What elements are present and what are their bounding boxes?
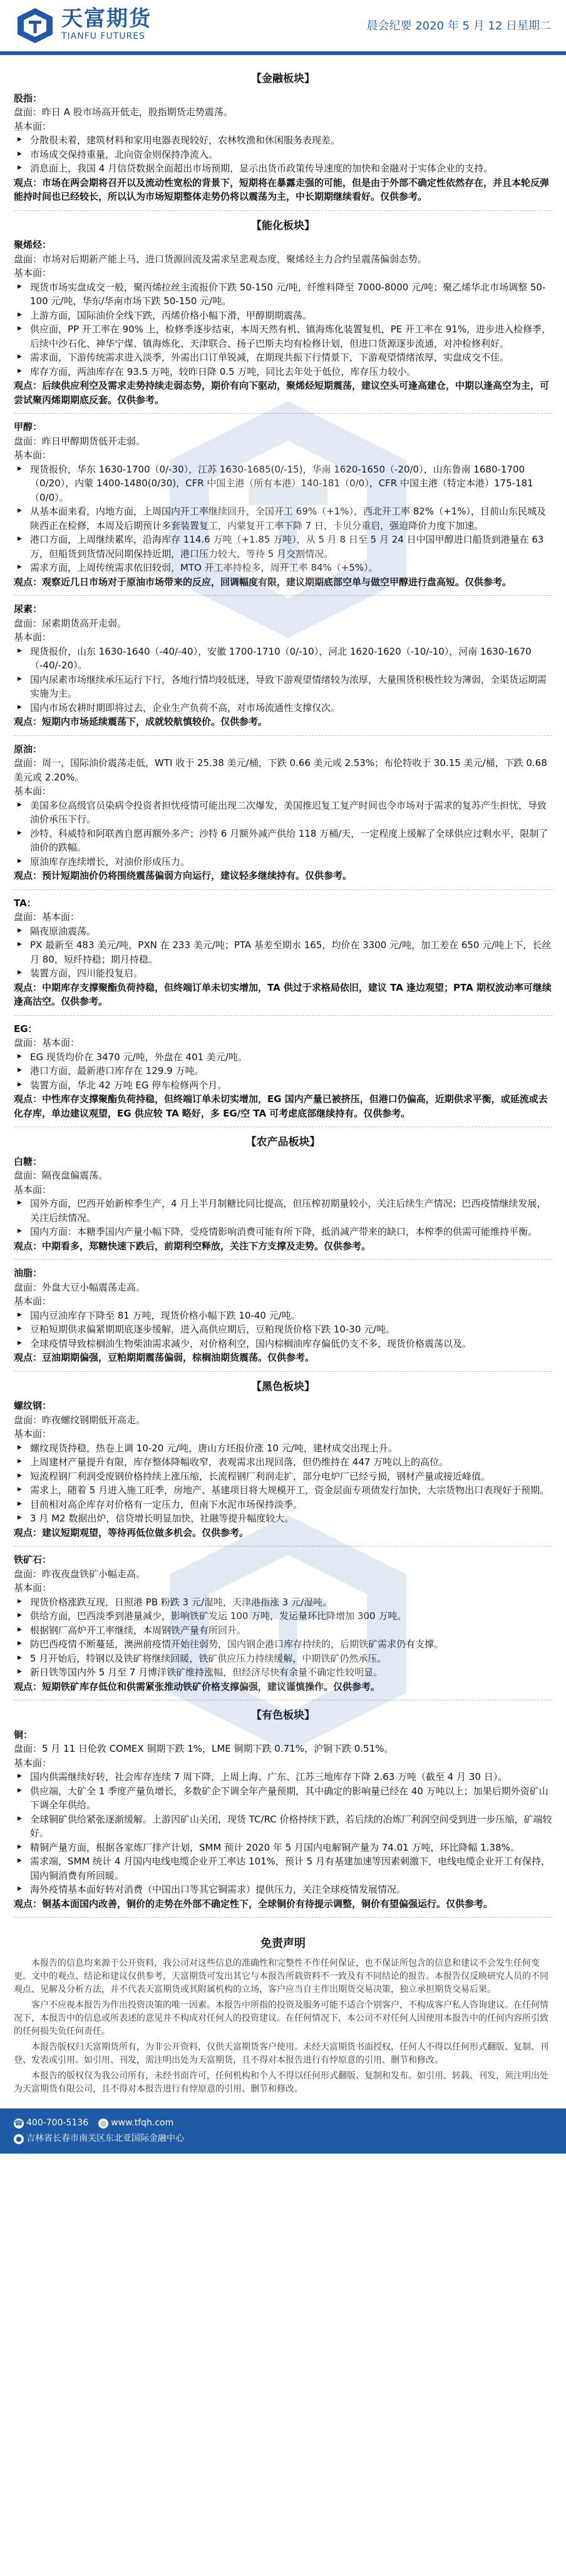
disclaimer-paragraph: 本报告的版权仅为我公司所有，未经书面许可，任何机构和个人不得以任何形式翻版、复制和发布。如引用、转载、刊发，须注明出处为天富期货有限公司，且不得对本报告进行有悖原意的引用、删节和修改。 (14, 2071, 548, 2094)
fundamentals-list (14, 133, 552, 176)
list-item: ▶ 港口方面，最新港口库存在 129.9 万吨。 (14, 1064, 552, 1078)
list-item: ▶ 豆粕短期供求偏紧期期底逐步缓解，进入高供应期后，豆粕现货价格下跌 10-30 元/吨。 (14, 1322, 552, 1337)
list-item: ▶ 装置方面，华北 42 万吨 EG 停车检修两个月。 (14, 1078, 552, 1093)
commodity-block (14, 896, 552, 1009)
summary-line: 盘面：周一，国际油价震荡走低，WTI 收于 25.38 美元/桶，下跌 0.66 美元或 2.53%；布伦特收于 30.15 美元/桶，下跌 0.68 美元或 2.20%。 (14, 757, 547, 783)
viewpoint: 观点：铜基本面国内改善，铜价的走势在外部不确定性下，全球铜价有待提示调整，铜价有望偏强运行。仅供参考。 (14, 1898, 493, 1909)
list-item: ▶ 海外疫情基本面好转对消费（中国出口等其它铜需求）提供压力，关注全球疫情发展情况。 (14, 1883, 552, 1897)
report-body (0, 55, 566, 1918)
summary-line: 基本面： (14, 1582, 52, 1593)
summary-line: 基本面： (14, 1296, 52, 1307)
summary-line: 基本面： (14, 1183, 52, 1195)
viewpoint: 观点：中期库存支撑聚酯负荷持稳，但终端订单未切实增加，TA 供过于求格局依旧，建议 TA 逢边观望；PTA 期权波动率可继续逢高沽空。仅供参考。 (14, 981, 552, 1007)
list-item: ▶ 需求面，下游传统需求进入淡季，外需出口订单锐减，在期现共振下行情景下，下游观望情绪浓厚，实盘成交不佳。 (14, 350, 552, 365)
section-title: 【有色板块】 (251, 1709, 315, 1722)
logo-english-name: TIANFU FUTURES (61, 31, 146, 42)
list-item: ▶ 现货价格涨跌互现，日照港 PB 粉跌 3 元/湿吨，天津港指涨 3 元/湿吨。 (14, 1595, 552, 1610)
viewpoint: 观点：中性库存支撑聚酯负荷持稳，但终端订单未切实增加，EG 国内产量已被挤压，但港口仍偏高，近期供求平衡，或延流或去化存库，单边建议观望，EG 供应较 TA 略好，多 EG/空 TA 可考虑底部继续持有。仅供参考。 (14, 1093, 548, 1119)
list-item: ▶ 现货报价，山东 1630-1640（-40/-40），安徽 1700-1710（0/-10），河北 1620-1620（-10/-10），河南 1630-1670（-40/-20）。 (14, 645, 552, 673)
list-item: ▶ 3 月 M2 数据出炉，信贷增长明显加快，社融等提升幅度较大。 (14, 1511, 552, 1526)
list-item: ▶ 螺纹现货持稳，热卷上调 10-20 元/吨，唐山方坯报价涨 10 元/吨，建材成交出现上升。 (14, 1441, 552, 1456)
fundamentals-list (14, 1309, 552, 1351)
commodity-name: 甲醇： (14, 421, 43, 432)
fundamentals-list (14, 1050, 552, 1093)
list-item: ▶ 市场成交保持重量，北向资金则保持净流入。 (14, 148, 552, 162)
commodity-block (14, 1266, 552, 1365)
summary-line: 基本面： (14, 267, 52, 279)
summary-line: 盘面：外盘大豆小幅震荡走高。 (14, 1281, 146, 1293)
divider (14, 1371, 552, 1372)
commodity-name: 铁矿石： (14, 1554, 52, 1565)
viewpoint: 观点：预计短期油价仍将围绕震荡偏弱方向运行，建议轻多继续持有。仅供参考。 (14, 870, 352, 881)
footer-website[interactable]: ◎ www.tfqh.com (98, 2117, 173, 2130)
viewpoint: 观点：观察近几日市场对于原油市场带来的反应，回调幅度有限，建议期期底部空单与做空甲醇进行盘高短。仅供参考。 (14, 576, 512, 588)
commodity-name: 原油： (14, 743, 43, 755)
summary-line: 基本面： (14, 120, 52, 132)
viewpoint: 观点：建议短期观望，等待再低位做多机会。仅供参考。 (14, 1526, 249, 1538)
list-item: ▶ 需求上，随着 5 月进入施工旺季，房地产、基建项目将大规模开工，资金层面专项债发行加快，大宗货物出口表现好于预期。 (14, 1483, 552, 1498)
report-header (0, 0, 566, 55)
summary-line: 盘面：尿素期货高开走弱。 (14, 617, 127, 629)
list-item: ▶ 目前相对高企库存对价格有一定压力，但南下水泥市场保持淡季。 (14, 1498, 552, 1512)
disclaimer-title: 免责声明 (260, 1937, 306, 1950)
commodity-block (14, 420, 552, 589)
disclaimer-paragraph: 本报告的信息均来源于公开资料，我公司对这些信息的准确性和完整性不作任何保证，也不保证所包含的信息和建议不会发生任何变更。文中的观点、结论和建议仅供参考，天富期货可发出其它与本报告所载资料不一致及有不同结论的报告。本报告仅反映研究人员的不同观点、见解及分析方法，并不代表天富期货或其附属机构的立场，客户应当自主作出期货交易决策，独立承担期货交易后果。 (14, 1958, 548, 1995)
report-footer (0, 2108, 566, 2154)
commodity-name: 铜： (14, 1729, 33, 1740)
divider (14, 1917, 552, 1918)
divider (14, 735, 552, 736)
fundamentals-list (14, 1441, 552, 1526)
fundamentals-list (14, 799, 552, 869)
summary-line: 盘面：昨夜夜盘铁矿小幅走高。 (14, 1568, 146, 1580)
commodity-name: 油脂： (14, 1267, 43, 1279)
list-item: ▶ 美国多位高级官员染病令投资者担忧疫情可能出现二次爆发，美国推迟复工复产时间也令市场对于需求的复苏产生担忧，导致油价承压下行。 (14, 799, 552, 827)
summary-line: 基本面： (14, 785, 52, 797)
section-title: 【金融板块】 (251, 73, 315, 85)
summary-line: 基本面： (14, 631, 52, 643)
list-item: ▶ 供应端，大矿全 1 季度产量负增长，多数矿企下调全年产量预期，其中确定的影响量已经在 40 万吨以上；加果后期外资矿山下调全年供给。 (14, 1784, 552, 1812)
commodity-block (14, 91, 552, 204)
list-item: ▶ 国内方面：本糖季国内产量小幅下降，受疫情影响消费可能有所下降，抵消减产带来的缺口，本榨季的供需可能维持平衡。 (14, 1225, 552, 1239)
list-item: ▶ 需求方面，上周传统需求依旧较弱，MTO 开工率持检多，周开工率 84%（+5%）。 (14, 561, 552, 575)
divider (14, 1015, 552, 1016)
commodity-name: 股指： (14, 92, 43, 104)
company-logo (15, 6, 152, 46)
list-item: ▶ 需求端，SMM 统计 4 月国内电线电缆企业开工率达 101%，预计 5 月有基建加速等因素刺激下，电线电缆企业开工有保持，国内铜消费有所回暖。 (14, 1854, 552, 1883)
list-item: ▶ 国内市场农耕时期即将过去，企业生产负荷不高，对市场流通性支撑仅次。 (14, 701, 552, 715)
fundamentals-list (14, 924, 552, 981)
commodity-name: 螺纹钢： (14, 1400, 52, 1411)
list-item: ▶ 库存方面，两油库存在 93.5 万吨，较昨日降 0.5 万吨，同比去年处于低位，库存压力较小。 (14, 365, 552, 379)
phone-icon: ☎ (14, 2119, 23, 2127)
summary-line: 盘面：基本面： (14, 911, 80, 923)
disclaimer (0, 1929, 566, 2108)
commodity-name: EG： (14, 1023, 38, 1035)
list-item: ▶ 供应面，PP 开工率在 90% 上，检修季逐步结束，本周天然有机、镇海炼化装置复机，PE 开工率在 91%，进步进入检修季，后续中沙石化、神华宁煤、镇海炼化、天津联合、扬子巴斯夫均有检修计划，但进口货源逐步流通，对冲检修利好。 (14, 322, 552, 350)
list-item: ▶ 上游方面，国际油价全线下跌，丙烯价格小幅下滑，甲醇期期震荡。 (14, 309, 552, 323)
list-item: ▶ 现货市场实盘成交一般，聚丙烯拉丝主流报价下跌 50-150 元/吨，纤维料降至 7000-8000 元/吨；聚乙烯华北市场调整 50-100 元/吨，华东/华南市场下跌 50-150 元/吨。 (14, 280, 552, 309)
fundamentals-list (14, 1595, 552, 1680)
viewpoint: 观点：后续供应利空及需求走势持续走弱态势，期价有向下驱动，聚烯烃短期震荡，建议空头可逢高建仓，中期以逢高空为主，可尝试聚丙烯期期底反套。仅供参考。 (14, 380, 550, 406)
commodity-name: TA： (14, 897, 36, 909)
list-item: ▶ 隔夜原油震荡。 (14, 924, 552, 939)
list-item: ▶ 原油库存连续增长，对油价形成压力。 (14, 855, 552, 869)
logo-emblem-icon (15, 6, 55, 46)
viewpoint: 观点：短期内市场延续震荡下，成就较航慎较价。仅供参考。 (14, 716, 268, 727)
viewpoint: 观点：豆油期期偏强，豆粕期期震荡偏弱，棕榈油期货震荡。仅供参考。 (14, 1352, 315, 1363)
location-pin-icon: ● (14, 2134, 24, 2144)
footer-phone: ☎ 400-700-5136 (14, 2118, 89, 2128)
list-item: ▶ 国内豆油库存下降至 81 万吨，现货价格小幅下跌 10-40 元/吨。 (14, 1309, 552, 1323)
divider (14, 210, 552, 211)
list-item: ▶ 新日铁等国内外 5 月至 7 月博洋铁矿维持涨幅，但经济尽快有余量不确定性较明显。 (14, 1665, 552, 1680)
fundamentals-list (14, 1197, 552, 1239)
commodity-block (14, 602, 552, 729)
list-item: ▶ 分散很未着，建筑材料和家用电器表现较好，农林牧渔和休闲服务表现差。 (14, 133, 552, 148)
summary-line: 盘面：昨日甲醇期货低开走弱。 (14, 435, 146, 447)
list-item: ▶ 防巴西疫情不断蔓延，澳洲前疫情开始往弱势，国内钢企港口库存持续的，后期铁矿需求仍有支撑。 (14, 1637, 552, 1652)
globe-icon: ◎ (98, 2119, 108, 2129)
list-item: ▶ 现货报价，华东 1630-1700（0/-30），江苏 1630-1685(0/-15)，华南 1620-1650（-20/0），山东鲁南 1680-1700（0/20），内蒙 1400-1480(0/30)，CFR 中国主港（所有本港）140-181（0/0），CFR 中国主港（特定本港）175-181（0/0）。 (14, 463, 552, 505)
footer-address: ● 吉林省长春市南关区东北亚国际金融中心 (14, 2132, 184, 2145)
report-date: 晨会纪要 2020 年 5 月 12 日星期二 (366, 19, 551, 33)
fundamentals-list (14, 463, 552, 575)
summary-line: 基本面： (14, 449, 52, 461)
list-item: ▶ 全球疫情导致棕榈油生物柴油需求减少，对价格利空，国内棕榈油库存偏低仍支不多，现货价格震荡以及。 (14, 1337, 552, 1351)
divider (14, 595, 552, 596)
list-item: ▶ 从基本面来看，内地方面，上周国内开工率继续回升，全国开工 69%（+1%），西北开工率 82%（+1%），目前山东民城及陕西正在检修，本周及后期预计多套装置复工，内蒙复开工率下降 7 日，卡贝分重启，强迫降价力度下加速。 (14, 504, 552, 533)
section-title: 【能化板块】 (251, 219, 315, 232)
commodity-block (14, 1155, 552, 1254)
summary-line: 盘面：市场对后期新产能上马、进口货源回流及需求呈悲观态度，聚烯烃主力合约呈震荡偏弱态势。 (14, 253, 428, 265)
list-item: ▶ 港口方面，上周继续累库，沿海库存 114.6 万吨（+1.85 万吨），从 5 月 8 日至 5 月 24 日中国甲醇进口船货到港量在 63 万，但船货到货情况同期保持近期，港口压力较大，等待 5 月交割情况。 (14, 533, 552, 561)
section-title: 【农产品板块】 (245, 1136, 321, 1148)
divider (14, 1259, 552, 1260)
viewpoint: 观点：中期看多，郑糖快速下跌后，前期利空释放，关注下方支撑及走势。仅供参考。 (14, 1240, 371, 1252)
disclaimer-paragraph: 客户不应视本报告为作出投资决策的唯一因素。本报告中所指的投资及服务可能不适合个别客户，不构成客户私人咨询建议。在任何情况下，本报告中的信息或所表述的意见并不构成对任何人的投资建议。在任何情况下，本公司不对任何人因使用本报告中的任何内容所引致的任何损失负任何责任。 (14, 2000, 548, 2037)
commodity-block (14, 1399, 552, 1540)
fundamentals-list (14, 1770, 552, 1897)
summary-line: 基本面： (14, 1428, 52, 1439)
commodity-name: 白糖： (14, 1155, 43, 1167)
list-item: ▶ 供给方面，巴西淡季到港量减少，影响铁矿发运 100 万吨，发运量环比降增加 300 万吨。 (14, 1609, 552, 1623)
list-item: ▶ 国外方面，巴西开始新榨季生产，4 月上半月制糖比同比提高，但压榨初期量较小，关注后续生产情况；巴西疫情继续发展，关注后续情况。 (14, 1197, 552, 1225)
list-item: ▶ 精铜产量方面，根据各家炼厂排产计划，SMM 预计 2020 年 5 月国内电解铜产量为 74.01 万吨，环比降幅 1.38%。 (14, 1841, 552, 1855)
commodity-name: 尿素： (14, 603, 43, 615)
list-item: ▶ 5 月开始后，特钢以及铁矿将继续回暖，铁矿供应压力持续缓解，中期铁矿仍然承压。 (14, 1652, 552, 1666)
commodity-block (14, 1553, 552, 1694)
fundamentals-list (14, 645, 552, 715)
summary-line: 盘面：隔夜盘偏震荡。 (14, 1170, 108, 1181)
viewpoint: 观点：短期铁矿库存低位和供需紧张推动铁矿价格支撑偏强，建议谨慎操作。仅供参考。 (14, 1680, 381, 1692)
disclaimer-paragraph: 本报告版权归天富期货所有，为非公开资料，仅供天富期货客户使用。未经天富期货书面授权，任何人不得以任何形式翻版、复制、刊登、发表或引用。如引用、刊发，需注明出处为天富期货，且不得对本报告进行有悖原意的引用、删节和修改。 (14, 2042, 548, 2065)
commodity-block (14, 238, 552, 407)
divider (14, 889, 552, 890)
list-item: ▶ EG 现货均价在 3470 元/吨，外盘在 401 美元/吨。 (14, 1050, 552, 1065)
list-item: ▶ 沙特、科威特和阿联酋自愿再额外多产；沙特 6 月额外减产供给 118 万桶/天，一定程度上缓解了全球供应过剩水平，限制了油价的跌幅。 (14, 827, 552, 855)
list-item: ▶ 根据钢厂高炉开工率继续，本周钢铁产量有所回升。 (14, 1623, 552, 1638)
list-item: ▶ 全球铜矿供给紧张逐渐缓解。上游因矿山关闭，现货 TC/RC 价格持续下跌，若后续的冶炼厂利润空间受到进一步压缩，矿端较好。 (14, 1812, 552, 1841)
summary-line: 盘面：基本面： (14, 1037, 80, 1048)
section-title: 【黑色板块】 (251, 1380, 315, 1393)
list-item: ▶ PX 最新至 483 美元/吨，PXN 在 233 美元/吨；PTA 基差至期水 165，均价在 3300 元/吨，加工差在 650 元/吨上下，长丝月 80，短纤持稳；期月持稳。 (14, 938, 552, 966)
list-item: ▶ 国内尿素市场继续承压运行下行，各地行情均较低迷，导致下游观望情绪较为浓厚，大量围货积极性较为薄弱，全渠货运期需实施为主。 (14, 673, 552, 701)
divider (14, 413, 552, 414)
summary-line: 盘面：昨夜螺纹钢期低开高走。 (14, 1414, 146, 1426)
list-item: ▶ 短流程钢厂利润受废钢价格持续上涨压缩，长流程钢厂利润走扩，部分电炉厂已经亏损，钢材产量或接近峰值。 (14, 1469, 552, 1484)
viewpoint: 观点：市场在两会期将召开以及流动性宽松的背景下，短期将在暴露走强的可能，但是由于外部不确定性依然存在，并且本轮反弹能持时间也已经较长，所以认为市场短期整体走势仍将以震荡为主，中长期期继续看好。仅供参考。 (14, 176, 550, 202)
list-item: ▶ 消息面上，我国 4 月信贷数据全面超出市场预期，显示出货币政策传导速度的加快和金融对于实体企业的支持。 (14, 161, 552, 176)
logo-chinese-name: 天富期货 (61, 6, 152, 31)
list-item: ▶ 装置方面，四川能投复启。 (14, 966, 552, 981)
summary-line: 基本面： (14, 1757, 52, 1769)
commodity-block (14, 742, 552, 883)
fundamentals-list (14, 280, 552, 379)
list-item: ▶ 国内供需继续好转，社会库存连续 7 周下降，上周上海、广东、江苏三地库存下降 2.63 万吨（截至 4 月 30 日）。 (14, 1770, 552, 1784)
list-item: ▶ 上周建材产量提升有限，库存整体降幅收窄，表观需求出现回落，但仍维持在 447 万吨以上的高位。 (14, 1455, 552, 1469)
commodity-name: 聚烯烃： (14, 239, 52, 250)
commodity-block (14, 1022, 552, 1121)
summary-line: 盘面：昨日 A 股市场高开低走，股指期货走势震荡。 (14, 106, 233, 118)
commodity-block (14, 1728, 552, 1911)
summary-line: 盘面：5 月 11 日伦敦 COMEX 铜期下跌 1%，LME 铜期下跌 0.71%，沪铜下跌 0.51%。 (14, 1743, 394, 1754)
